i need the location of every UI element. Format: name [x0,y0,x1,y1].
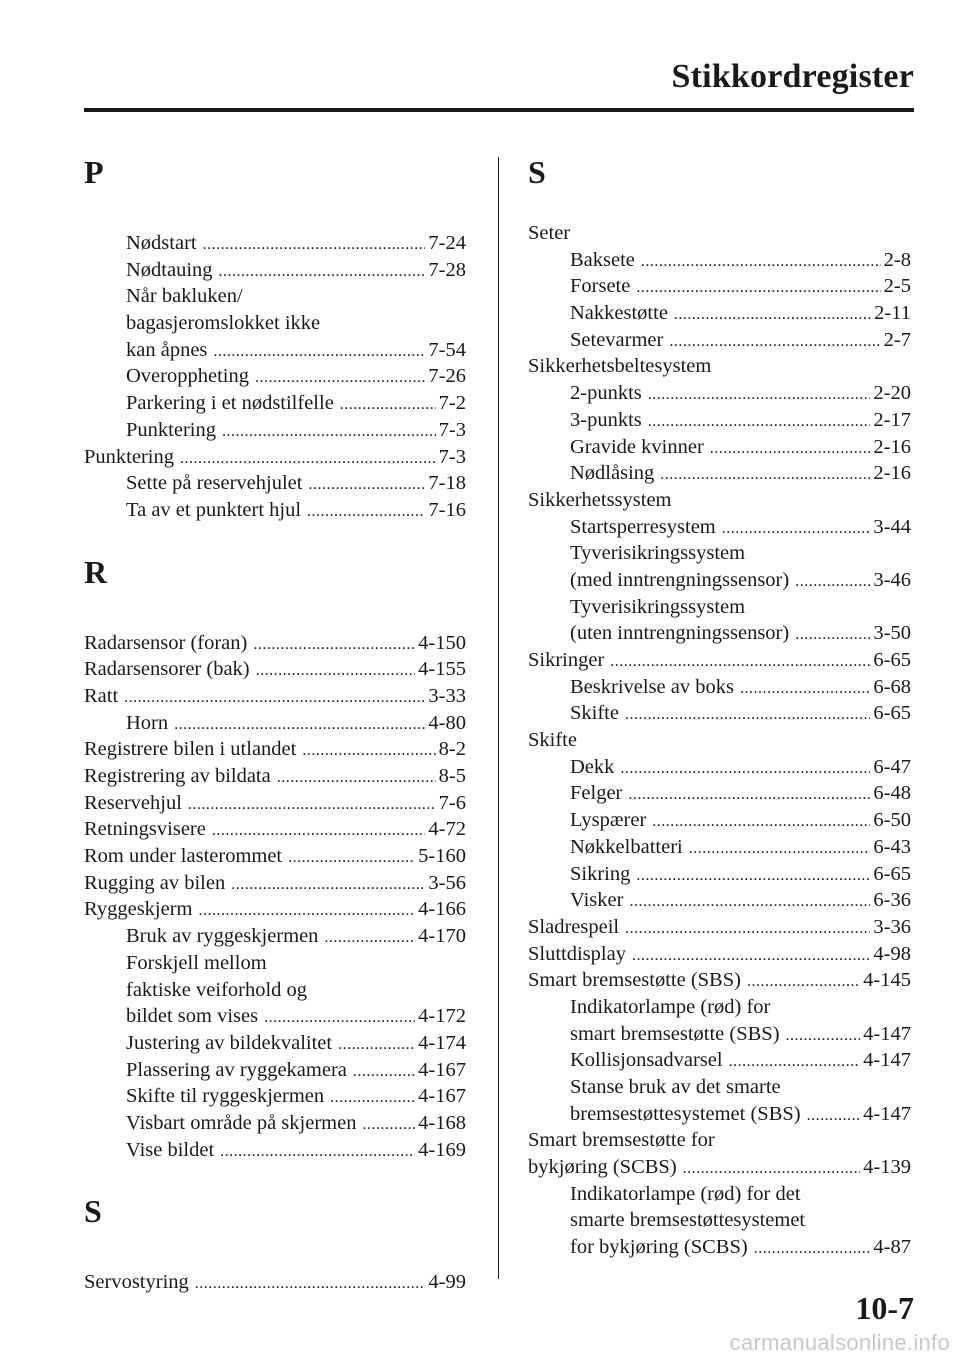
index-subentry [84,470,466,497]
index-subentry [528,1207,911,1234]
entry-term: smarte bremsestøttesystemet [570,1209,806,1232]
dot-leader [722,516,871,543]
spacer [84,524,466,550]
dot-leader [786,1023,861,1050]
entry-term: kan åpnes [126,338,208,361]
entry-page-ref: 2-16 [873,462,911,485]
index-subentry [528,807,911,834]
entry-page-ref: 2-7 [883,328,911,351]
dot-leader [340,392,436,419]
index-subentry [84,257,466,284]
dot-leader [636,863,870,890]
dot-leader [795,569,870,596]
index-subentry [84,230,466,257]
entry-page-ref: 7-6 [438,791,466,814]
entry-term: Forsete [570,275,631,298]
entry-term: Sette på reservehjulet [126,472,303,495]
index-subentry [84,310,466,337]
index-column-left [84,150,466,1296]
entry-term: Dekk [570,755,615,778]
index-entry [84,816,466,843]
entry-page-ref: 4-170 [418,925,466,948]
index-subentry [528,1101,911,1128]
index-subentry [528,754,911,781]
dot-leader [222,419,436,446]
index-subentry [528,780,911,807]
entry-page-ref: 4-172 [418,1005,466,1028]
index-subentry [84,283,466,310]
index-subentry [528,674,911,701]
entry-term: Tyverisikringssystem [570,595,746,618]
entry-term: Smart bremsestøtte for [528,1129,715,1152]
entry-term: (med inntrengningssensor) [570,568,790,591]
index-subentry [84,497,466,524]
entry-term: Skifte [570,702,619,725]
dot-leader [710,436,871,463]
entry-term: 3-punkts [570,408,642,431]
header-rule [84,108,914,112]
index-subentry [528,994,911,1021]
index-entry [84,736,466,763]
index-subentry [528,407,911,434]
entry-term: bagasjeromslokket ikke [126,312,321,335]
dot-leader [307,499,425,526]
entry-term: Ratt [84,684,119,707]
dot-leader [338,1032,415,1059]
entry-term: Sikkerhetsbeltesystem [528,355,712,378]
entry-page-ref: 6-48 [873,782,911,805]
index-subentry [528,460,911,487]
index-column-right [528,150,911,1261]
entry-term: Registrering av bildata [84,765,271,787]
index-subentry [84,1030,466,1057]
entry-term: faktiske veiforhold og [126,978,308,1001]
dot-leader [641,249,881,276]
entry-page-ref: 4-139 [863,1156,911,1179]
entry-term: bremsestøttesystemet (SBS) [570,1102,801,1125]
entry-page-ref: 4-150 [418,631,466,654]
dot-leader [213,339,425,366]
dot-leader [212,818,426,845]
entry-term: Kollisjonsadvarsel [570,1049,723,1072]
entry-page-ref: 7-3 [438,445,466,468]
dot-leader [747,969,860,996]
dot-leader [729,1049,861,1076]
entry-term: Visbart område på skjermen [126,1111,357,1134]
entry-page-ref: 7-26 [428,365,466,388]
dot-leader [628,782,870,809]
entry-term: Sikkerhetssystem [528,488,672,511]
entry-page-ref: 6-65 [873,649,911,671]
dot-leader [629,889,870,916]
entry-page-ref: 5-160 [418,845,466,868]
entry-term: Vise bildet [126,1138,215,1161]
dot-leader [253,632,415,659]
entry-term: Tyverisikringssystem [570,542,746,565]
entry-term: Lyspærer [570,809,647,832]
dot-leader [795,622,870,649]
index-entry [84,444,466,471]
entry-page-ref: 3-56 [428,871,466,894]
entry-term: Reservehjul [84,791,182,814]
index-subentry [528,700,911,727]
index-entry [528,914,911,941]
index-subentry [528,300,911,327]
entry-page-ref: 3-33 [428,684,466,707]
dot-leader [669,329,880,356]
spacer [84,194,466,230]
dot-leader [255,365,425,392]
entry-term: Nødstart [126,232,197,254]
dot-leader [174,712,425,739]
entry-term: Registrere bilen i utlandet [84,738,297,761]
dot-leader [610,649,870,676]
entry-page-ref: 6-43 [873,835,911,858]
dot-leader [203,232,426,259]
entry-term: Punktering [84,445,174,468]
index-subentry [528,247,911,274]
index-subentry [528,540,911,567]
index-entry [528,487,911,514]
entry-page-ref: 6-36 [873,889,911,912]
section-letter: R [84,553,108,590]
entry-page-ref: 7-18 [428,472,466,495]
entry-page-ref: 7-2 [438,392,466,415]
entry-term: Rugging av bilen [84,871,226,894]
entry-term: (uten inntrengningssensor) [570,622,790,645]
entry-page-ref: 4-147 [863,1102,911,1125]
entry-term: Smart bremsestøtte (SBS) [528,969,741,992]
entry-term: Visker [570,889,624,912]
entry-term: Skifte til ryggeskjermen [126,1085,325,1108]
entry-page-ref: 2-17 [873,408,911,431]
entry-page-ref: 4-166 [418,898,466,921]
entry-page-ref: 4-147 [863,1049,911,1072]
index-subentry [528,861,911,888]
entry-term: Nøkkelbatteri [570,835,683,858]
entry-term: Ta av et punktert hjul [126,498,302,521]
entry-page-ref: 4-147 [863,1022,911,1045]
entry-term: Nødlåsing [570,462,655,485]
entry-term: Servostyring [84,1271,189,1294]
entry-term: Sladrespeil [528,915,620,938]
entry-page-ref: 4-174 [418,1031,466,1054]
entry-page-ref: 7-24 [428,232,466,254]
dot-leader [632,943,870,970]
index-entry [528,220,911,247]
entry-page-ref: 3-36 [873,915,911,938]
dot-leader [330,1085,415,1112]
index-subentry [84,1083,466,1110]
entry-term: smart bremsestøtte (SBS) [570,1022,780,1045]
entry-term: Horn [126,711,169,734]
entry-term: Sikringer [528,649,605,671]
dot-leader [277,765,436,792]
entry-term: Nødtauing [126,258,213,281]
entry-page-ref: 6-65 [873,862,911,885]
entry-term: Punktering [126,418,216,441]
entry-page-ref: 3-46 [873,568,911,591]
index-subentry [84,417,466,444]
index-subentry [84,923,466,950]
dot-leader [256,658,416,685]
watermark: carmanualsonline.info [729,1330,950,1355]
entry-term: Stanse bruk av det smarte [570,1076,781,1098]
page-number: 10-7 [855,1290,914,1326]
entry-term: Parkering i et nødstilfelle [126,392,334,415]
index-subentry [528,594,911,621]
index-entry [84,870,466,897]
index-entry [84,630,466,657]
entry-term: Seter [528,222,571,244]
entry-page-ref: 2-20 [873,382,911,405]
entry-page-ref: 4-99 [428,1271,466,1294]
index-subentry [528,514,911,541]
dot-leader [807,1103,861,1130]
entry-term: Startsperresystem [570,515,716,538]
dot-leader [180,446,436,473]
index-entry [84,790,466,817]
entry-term: Sluttdisplay [528,942,626,965]
entry-term: Indikatorlampe (rød) for det [570,1182,801,1205]
dot-leader [324,925,415,952]
dot-leader [219,259,426,286]
entry-term: Nakkestøtte [570,302,668,325]
page-header-title: Stikkordregister [671,58,914,95]
entry-page-ref: 4-155 [418,658,466,681]
spacer [84,1163,466,1189]
entry-term: Gravide kvinner [570,435,704,458]
spacer [528,194,911,220]
entry-page-ref: 4-168 [418,1111,466,1134]
entry-page-ref: 6-68 [873,675,911,698]
entry-page-ref: 7-28 [428,258,466,281]
dot-leader [264,1005,415,1032]
dot-leader [636,275,880,302]
index-subentry [528,567,911,594]
index-subentry [528,380,911,407]
entry-page-ref: 2-11 [874,302,911,325]
dot-leader [288,845,415,872]
entry-page-ref: 6-50 [873,809,911,832]
index-entry [84,1269,466,1296]
dot-leader [660,462,870,489]
dot-leader [740,676,870,703]
index-subentry [528,434,911,461]
entry-term: Beskrivelse av boks [570,675,734,698]
entry-term: Når bakluken/ [126,285,243,308]
entry-page-ref: 7-16 [428,498,466,521]
dot-leader [124,685,425,712]
index-subentry [528,620,911,647]
entry-term: Ryggeskjerm [84,898,193,921]
entry-page-ref: 3-44 [873,515,911,538]
section-letter: S [528,154,546,190]
dot-leader [195,1271,426,1298]
entry-page-ref: 8-5 [438,765,466,787]
entry-page-ref: 2-5 [883,275,911,298]
dot-leader [648,409,871,436]
dot-leader [625,916,870,943]
entry-term: 2-punkts [570,382,642,405]
index-entry [84,763,466,790]
index-subentry [84,1003,466,1030]
index-subentry [528,327,911,354]
entry-page-ref: 4-72 [428,818,466,841]
index-entry [528,967,911,994]
entry-term: for bykjøring (SCBS) [570,1236,748,1259]
entry-term: Skifte [528,729,577,752]
entry-page-ref: 6-47 [873,755,911,778]
index-subentry [528,1074,911,1101]
entry-page-ref: 4-87 [873,1236,911,1259]
dot-leader [199,898,416,925]
section-letter: P [84,154,104,190]
index-entry [84,683,466,710]
index-subentry [84,710,466,737]
entry-term: Bruk av ryggeskjermen [126,925,319,948]
entry-page-ref: 4-167 [418,1058,466,1081]
entry-term: Sikring [570,862,631,885]
dot-leader [652,809,870,836]
dot-leader [188,792,436,819]
dot-leader [220,1139,415,1166]
entry-term: Rom under lasterommet [84,845,283,868]
index-subentry [84,1110,466,1137]
dot-leader [674,302,871,329]
index-subentry [84,337,466,364]
dot-leader [308,472,425,499]
entry-page-ref: 3-50 [873,622,911,645]
index-subentry [84,1057,466,1084]
entry-term: Indikatorlampe (rød) for [570,995,771,1018]
index-subentry [528,1234,911,1261]
entry-page-ref: 4-167 [418,1085,466,1108]
index-subentry [528,887,911,914]
index-subentry [528,1181,911,1208]
index-subentry [528,1021,911,1048]
index-subentry [84,950,466,977]
dot-leader [689,836,871,863]
entry-page-ref: 2-16 [873,435,911,458]
dot-leader [302,738,435,765]
entry-term: Radarsensor (foran) [84,631,248,654]
dot-leader [353,1059,415,1086]
index-subentry [528,1047,911,1074]
index-subentry [84,363,466,390]
entry-term: bildet som vises [126,1005,259,1028]
index-entry [528,353,911,380]
entry-term: Plassering av ryggekamera [126,1058,347,1081]
entry-term: Felger [570,782,623,805]
dot-leader [362,1112,415,1139]
dot-leader [620,756,870,783]
index-entry [528,647,911,674]
index-entry [84,656,466,683]
dot-leader [754,1236,871,1263]
dot-leader [648,382,871,409]
entry-page-ref: 4-98 [873,942,911,965]
index-entry [528,1127,911,1154]
entry-term: Forskjell mellom [126,951,267,974]
column-divider [498,157,499,1279]
spacer [84,1233,466,1269]
index-entry [528,727,911,754]
entry-term: Setevarmer [570,328,664,351]
index-subentry [84,977,466,1004]
entry-page-ref: 4-80 [428,711,466,734]
index-subentry [528,273,911,300]
entry-term: bykjøring (SCBS) [528,1156,677,1179]
entry-page-ref: 7-3 [438,418,466,441]
entry-page-ref: 7-54 [428,338,466,361]
dot-leader [231,872,425,899]
entry-page-ref: 4-169 [418,1138,466,1161]
section-letter: S [84,1193,102,1230]
entry-term: Radarsensorer (bak) [84,658,250,681]
dot-leader [625,702,870,729]
index-entry [84,896,466,923]
index-subentry [84,1137,466,1164]
entry-page-ref: 4-145 [863,969,911,992]
index-entry [528,1154,911,1181]
index-entry [528,941,911,968]
entry-term: Justering av bildekvalitet [126,1031,333,1054]
entry-page-ref: 8-2 [438,738,466,761]
index-subentry [528,834,911,861]
spacer [84,594,466,630]
dot-leader [683,1156,861,1183]
index-subentry [84,390,466,417]
entry-page-ref: 6-65 [873,702,911,725]
entry-term: Retningsvisere [84,818,206,841]
entry-term: Overoppheting [126,365,249,388]
entry-page-ref: 2-8 [883,248,911,271]
entry-term: Baksete [570,248,635,271]
index-entry [84,843,466,870]
